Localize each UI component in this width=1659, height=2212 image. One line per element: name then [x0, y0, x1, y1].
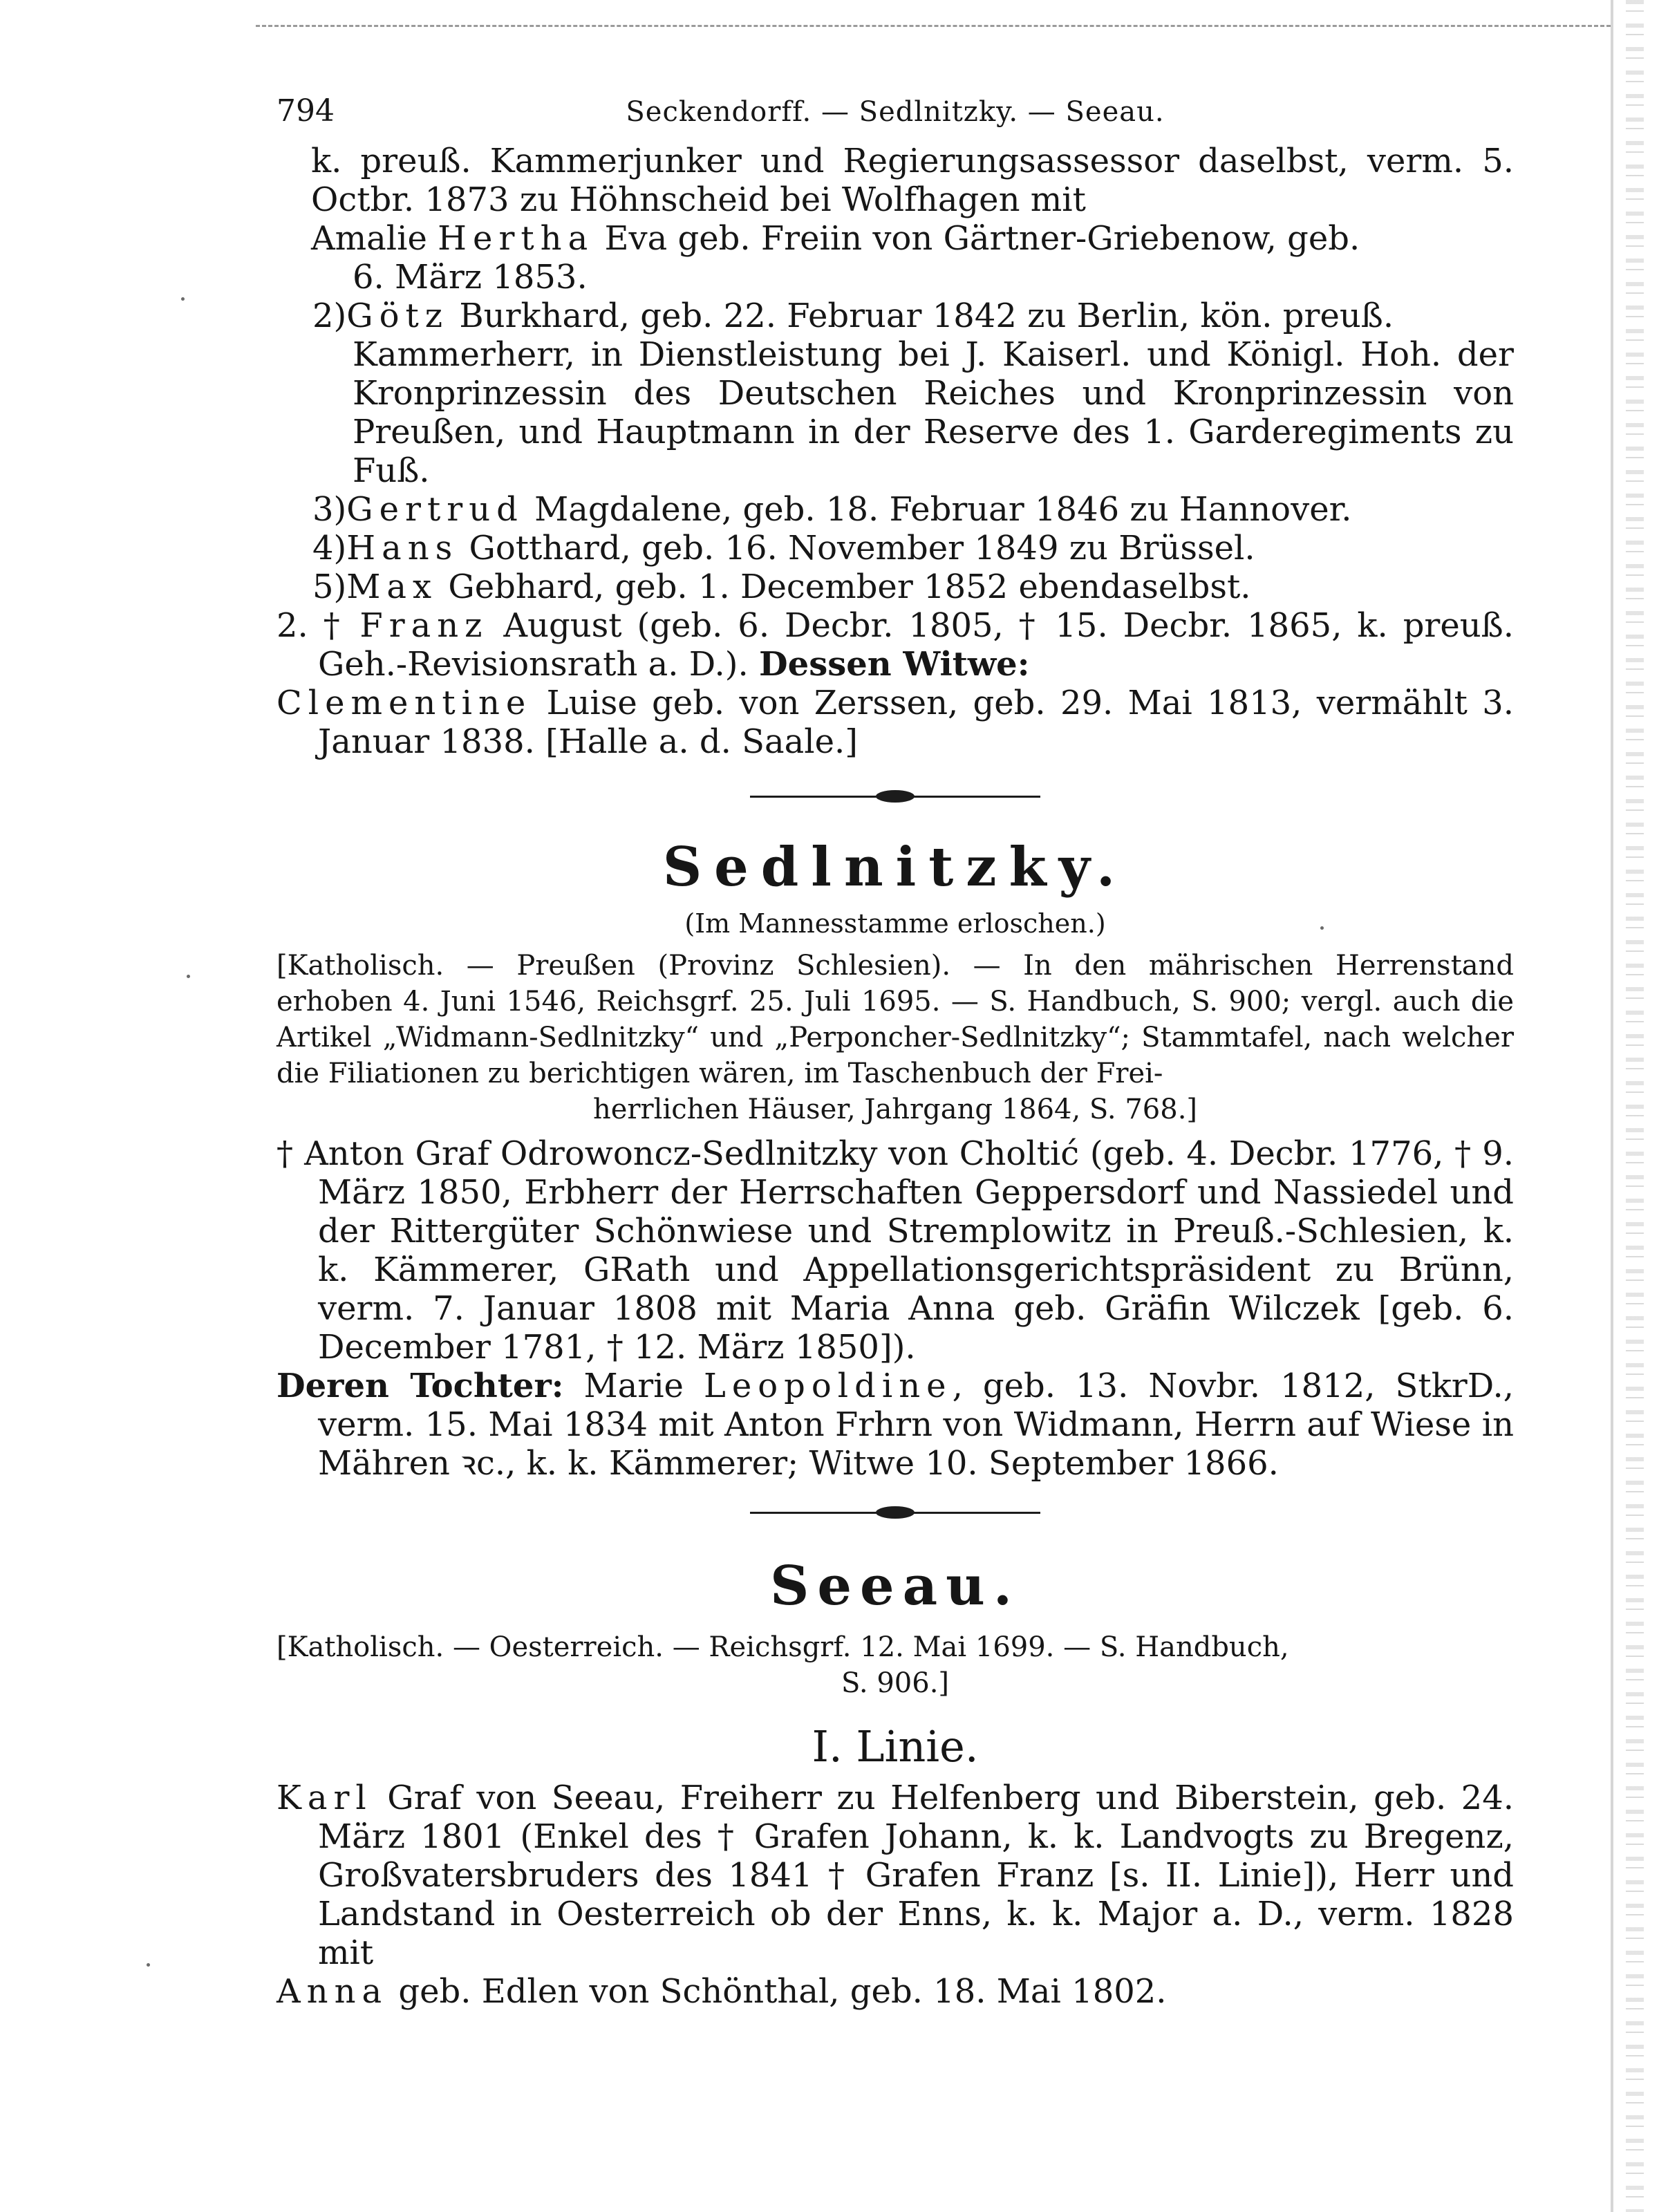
section-seeau	[276, 1553, 1514, 2011]
spaced-name: Hertha	[438, 219, 594, 258]
note-text-end: S. 906.]	[841, 1667, 950, 1699]
spaced-name: Anna	[276, 1972, 388, 2011]
section-divider	[276, 779, 1514, 814]
book-page	[276, 93, 1514, 2011]
note-text: [Katholisch. — Oesterreich. — Reichsgrf. 12. Mai 1699. — S. Handbuch,	[276, 1631, 1289, 1663]
note-text: [Katholisch. — Preußen (Provinz Schlesien). — In den mährischen Herrenstand erhoben 4. Juni 1546, Reichsgrf. 25. Juli 1695. — S. Handbuch, S. 900; vergl. auch die Artikel „Widmann-Sedlnitzky“ und „Perponcher-Sedlnitzky“; Stammtafel, nach welcher die Filiationen zu berichtigen wären, im Taschenbuch der Frei-	[276, 950, 1514, 1089]
entry-text: Luise geb. von Zerssen, geb. 29. Mai 1813, vermählt 3. Januar 1838. [Halle a. d. Saale.]	[318, 684, 1514, 761]
page-edge-line	[1611, 0, 1613, 2212]
top-scan-dashes	[256, 25, 1611, 27]
running-title: Seckendorff. — Sedlnitzky. — Seeau.	[626, 96, 1165, 128]
entry-text: Graf von Seeau, Freiherr zu Helfenberg und Biberstein, geb. 24. März 1801 (Enkel des † Grafen Johann, k. k. Landvogts zu Bregenz, Großvatersbruders des 1841 † Grafen Franz [s. II. Linie]), Herr und Landstand in Oesterreich ob der Enns, k. k. Major a. D., verm. 1828 mit	[318, 1779, 1514, 1972]
section-sedlnitzky	[276, 834, 1514, 1483]
text-line: k. preuß. Kammerjunker und Regierungsassessor daselbst, verm. 5. Octbr. 1873 zu Höhnscheid bei Wolfhagen mit	[311, 142, 1514, 219]
entry-number: 3)	[312, 490, 347, 529]
widow-label: Dessen Witwe:	[759, 645, 1030, 684]
scan-speck	[181, 297, 185, 301]
name-amalie: Amalie	[311, 219, 427, 258]
entry-text: Burkhard, geb. 22. Februar 1842 zu Berlin, kön. preuß.	[449, 297, 1394, 335]
entry-karl	[276, 1779, 1514, 1972]
spaced-name: Karl	[276, 1779, 373, 1817]
entry-text: , geb. 13. Novbr. 1812, StkrD., verm. 15. Mai 1834 mit Anton Frhrn von Widmann, Herrn auf Wiese in Mähren ꝛc., k. k. Kämmerer; Witwe 10. September 1866.	[318, 1367, 1515, 1483]
spaced-name: Gertrud	[346, 490, 524, 529]
entry-amalie	[276, 219, 1514, 258]
entry-daughter	[276, 1367, 1514, 1483]
entry-anton: † Anton Graf Odrowoncz-Sedlnitzky von Choltić (geb. 4. Decbr. 1776, † 9. März 1850, Erbherr der Herrschaften Geppersdorf und Nassiedel und der Rittergüter Schönwiese und Stremplowitz in Preuß.-Schlesien, k. k. Kämmerer, GRath und Appellationsgerichtspräsident zu Brünn, verm. 7. Januar 1808 mit Maria Anna geb. Gräfin Wilczek [geb. 6. December 1781, † 12. März 1850]).	[276, 1134, 1514, 1367]
spaced-name: Max	[346, 568, 438, 606]
entry-text: Magdalene, geb. 18. Februar 1846 zu Hannover.	[523, 490, 1352, 529]
spaced-name: Franz	[359, 606, 489, 645]
entry-text: Gotthard, geb. 16. November 1849 zu Brüssel.	[458, 529, 1255, 568]
text-line: Kammerherr, in Dienstleistung bei J. Kaiserl. und Königl. Hoh. der Kronprinzessin des Deutschen Reiches und Kronprinzessin von Preußen, und Hauptmann in der Reserve des 1. Garderegiments zu Fuß.	[353, 335, 1514, 490]
entry-clementine	[276, 684, 1514, 761]
page-number: 794	[276, 93, 335, 129]
entry-text: Eva geb. Freiin von Gärtner-Griebenow, geb.	[594, 219, 1360, 258]
entry-number: 2)	[312, 297, 347, 335]
daughter-label: Deren Tochter:	[276, 1367, 564, 1405]
family-subtitle: (Im Mannesstamme erloschen.)	[684, 908, 1106, 939]
spaced-name: Leopoldine	[704, 1367, 953, 1405]
note-text-end: herrlichen Häuser, Jahrgang 1864, S. 768.]	[592, 1094, 1198, 1125]
entry-number: 4)	[312, 529, 347, 568]
family-title-seeau: Seeau.	[770, 1555, 1020, 1618]
seckendorff-continuation	[276, 142, 1514, 761]
scan-speck	[147, 1963, 150, 1967]
spaced-name: Hans	[346, 529, 459, 568]
text-line: 6. März 1853.	[353, 258, 588, 297]
entry-number: 2. †	[276, 606, 345, 645]
line-title: I. Linie.	[812, 1721, 979, 1772]
entry-max	[276, 568, 1514, 606]
family-note	[276, 948, 1514, 1127]
page-header	[276, 93, 1514, 142]
entry-gertrud	[276, 490, 1514, 529]
family-title-sedlnitzky: Sedlnitzky.	[662, 836, 1128, 899]
family-note	[276, 1629, 1514, 1701]
section-divider	[276, 1495, 1514, 1530]
entry-anna	[276, 1972, 1514, 2011]
entry-text: Gebhard, geb. 1. December 1852 ebendaselbst.	[438, 568, 1251, 606]
adjacent-page-bleed	[1626, 0, 1644, 2212]
entry-text: August (geb. 6. Decbr. 1805, † 15. Decbr. 1865, k. preuß. Geh.-Revisionsrath a. D.).	[318, 606, 1515, 684]
entry-number: 5)	[312, 568, 347, 606]
spaced-name: Clementine	[276, 684, 532, 722]
entry-text: Marie	[563, 1367, 704, 1405]
entry-franz	[276, 606, 1514, 684]
entry-text: geb. Edlen von Schönthal, geb. 18. Mai 1802.	[388, 1972, 1167, 2011]
entry-goetz	[276, 297, 1514, 335]
scan-speck	[187, 975, 190, 978]
spaced-name: Götz	[346, 297, 449, 335]
entry-hans	[276, 529, 1514, 568]
